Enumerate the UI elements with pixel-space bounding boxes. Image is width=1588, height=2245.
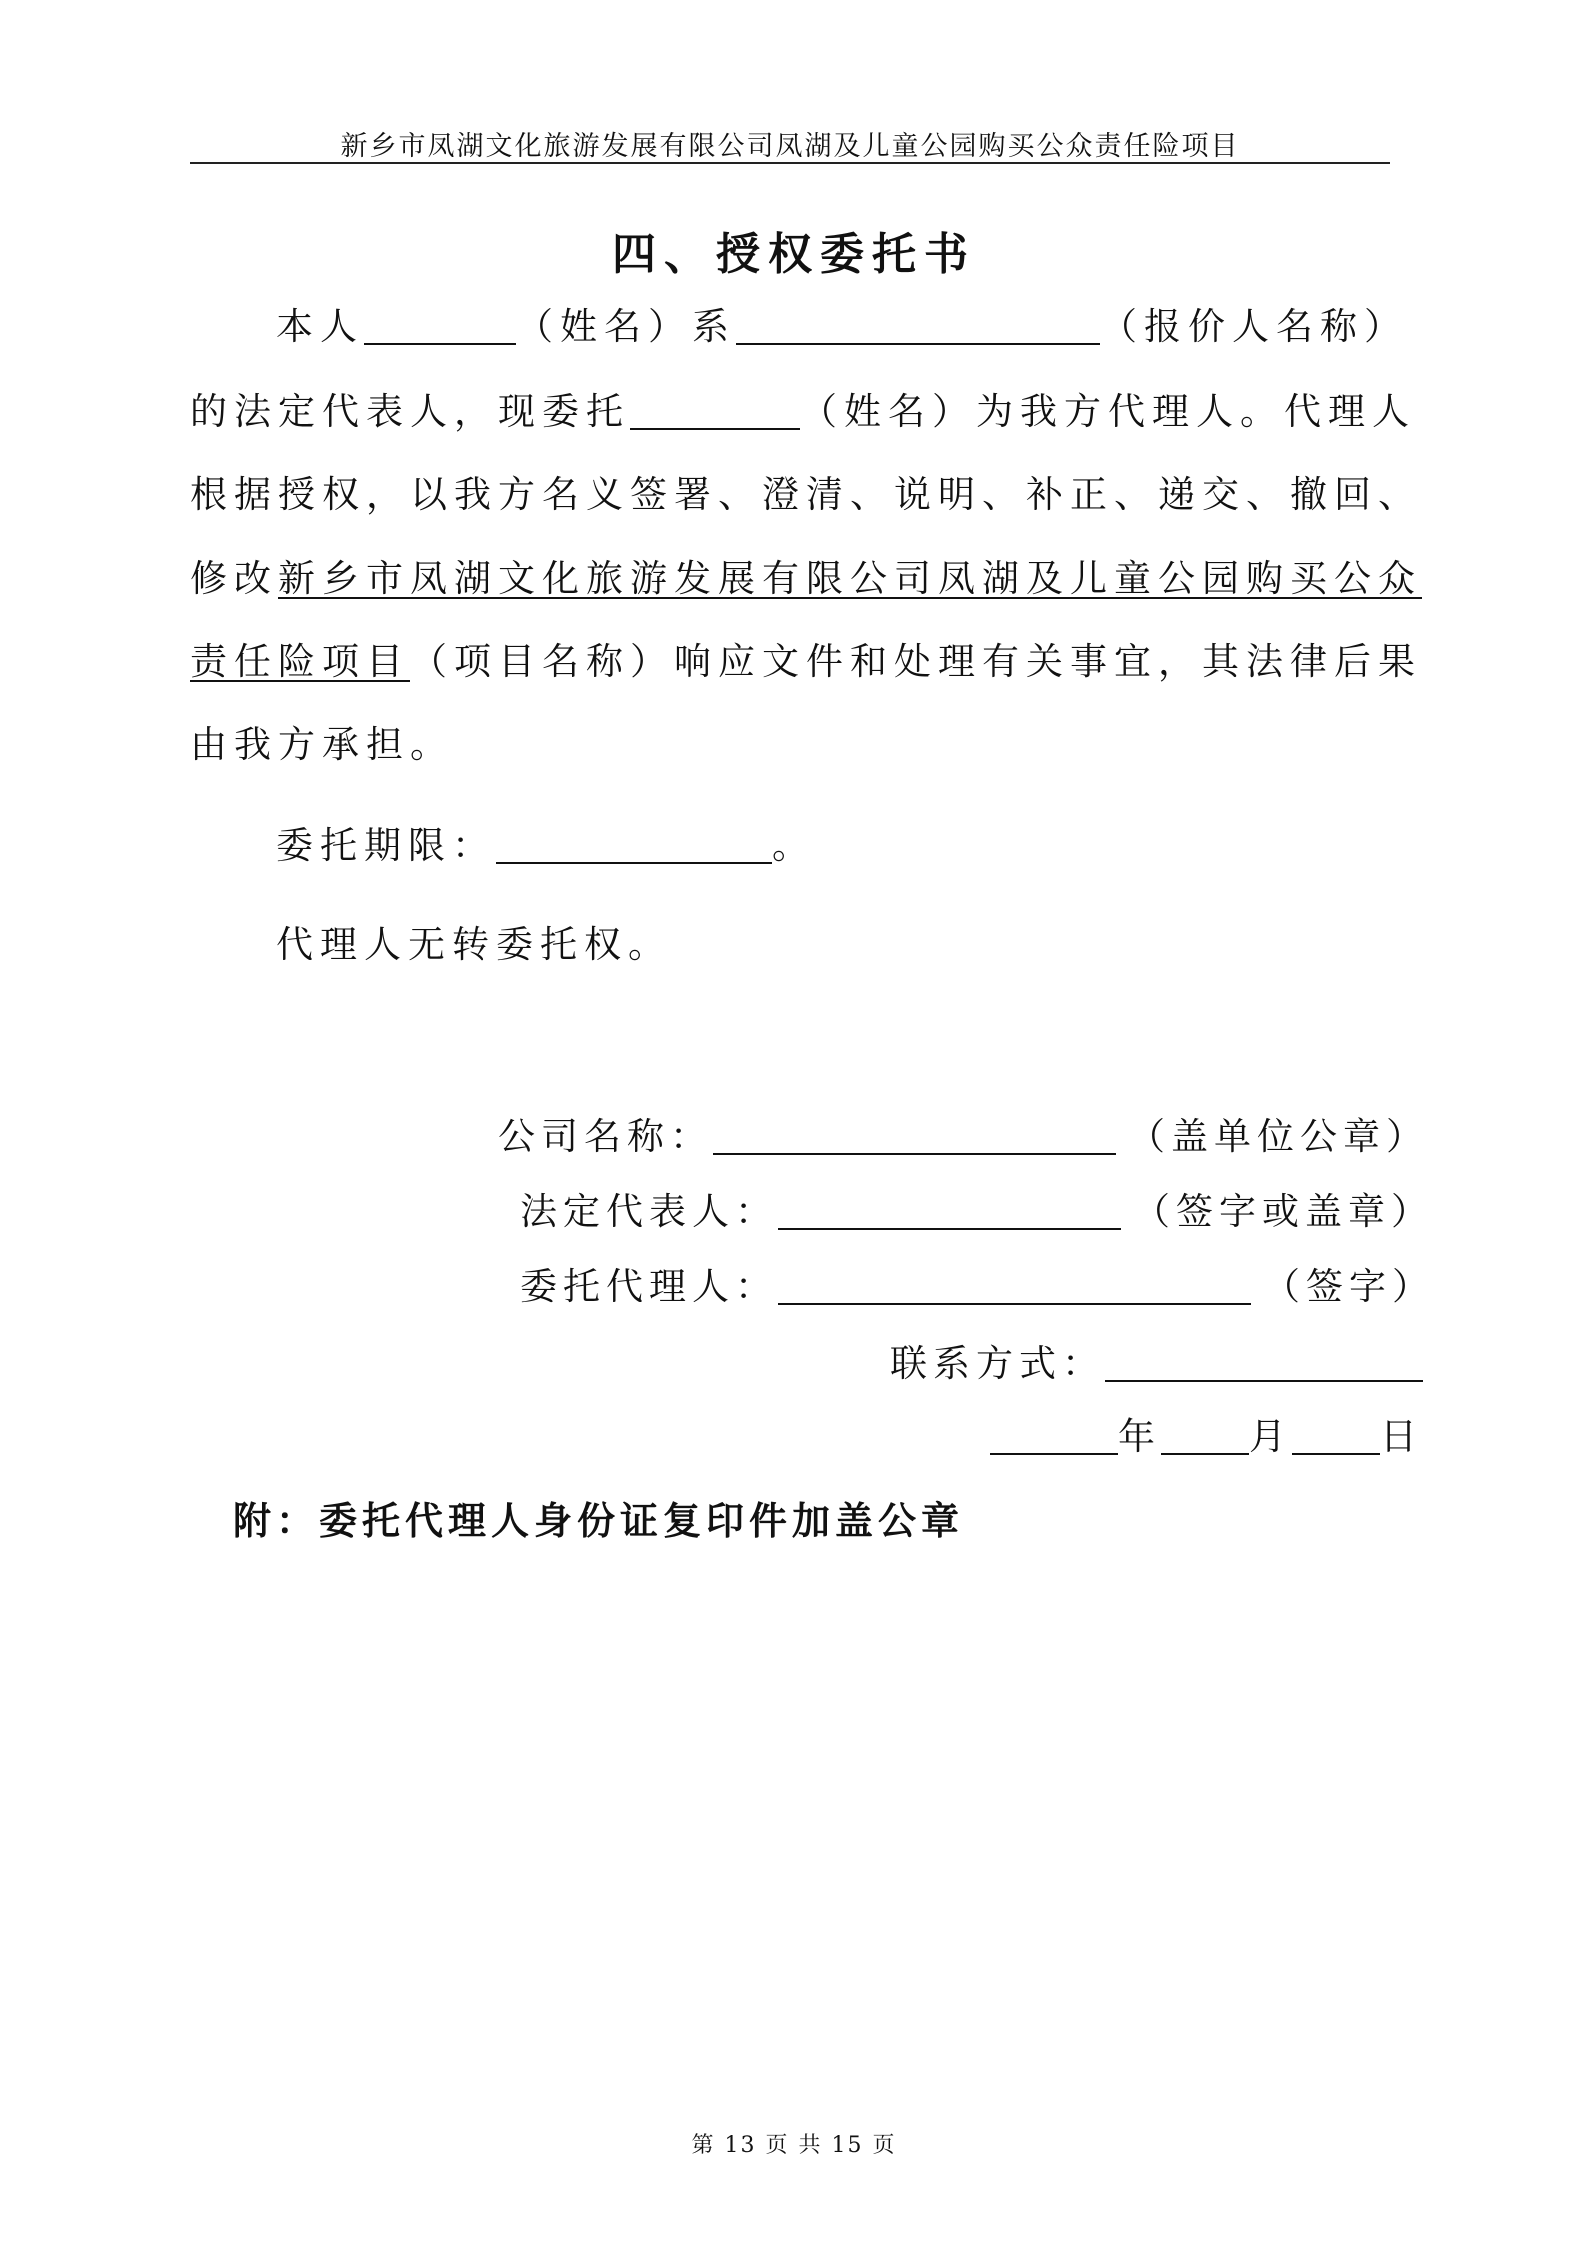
contact-line — [890, 1333, 1423, 1387]
company-blank[interactable] — [713, 1115, 1116, 1155]
term-label: 委托期限： — [276, 824, 496, 867]
body-line-1 — [276, 296, 1408, 350]
no-subdelegation-line: 代理人无转委托权。 — [276, 923, 672, 966]
text-ben-ren: 本人 — [276, 305, 364, 348]
month-label: 月 — [1249, 1415, 1292, 1458]
page-number: 第 13 页 共 15 页 — [691, 2133, 897, 2158]
text-modify: 修改 — [190, 557, 278, 600]
company-label: 公司名称： — [498, 1115, 713, 1158]
term-line — [276, 815, 816, 869]
body-line-4 — [190, 548, 1422, 602]
year-label: 年 — [1118, 1415, 1161, 1458]
page-title: 四、授权委托书 — [612, 229, 976, 280]
year-blank[interactable] — [990, 1415, 1118, 1455]
body-line-6: 由我方承担。 — [190, 723, 454, 766]
day-label: 日 — [1380, 1415, 1423, 1458]
attachment-note: 附：委托代理人身份证复印件加盖公章 — [233, 1498, 965, 1543]
company-line — [498, 1106, 1429, 1160]
legal-rep-line — [520, 1181, 1434, 1235]
text-agent-role: （姓名）为我方代理人。代理人 — [800, 390, 1416, 433]
agent-name-blank[interactable] — [630, 390, 800, 430]
name-blank[interactable] — [364, 305, 516, 345]
text-project-consequence: （项目名称）响应文件和处理有关事宜，其法律后果 — [410, 640, 1422, 683]
date-line — [990, 1406, 1423, 1460]
bidder-name-blank[interactable] — [736, 305, 1100, 345]
body-line-5 — [190, 631, 1422, 685]
header-divider — [190, 162, 1390, 164]
contact-label: 联系方式： — [890, 1342, 1105, 1385]
project-name-part-2: 责任险项目 — [190, 640, 410, 683]
agent-blank[interactable] — [778, 1265, 1251, 1305]
text-bidder-name: （报价人名称） — [1100, 305, 1408, 348]
day-blank[interactable] — [1292, 1415, 1380, 1455]
text-legal-rep-entrust: 的法定代表人，现委托 — [190, 390, 630, 433]
month-blank[interactable] — [1161, 1415, 1249, 1455]
body-line-3: 根据授权，以我方名义签署、澄清、说明、补正、递交、撤回、 — [190, 473, 1422, 516]
agent-label: 委托代理人： — [520, 1265, 778, 1308]
agent-line — [520, 1256, 1435, 1310]
term-blank[interactable] — [496, 824, 772, 864]
running-header: 新乡市凤湖文化旅游发展有限公司凤湖及儿童公园购买公众责任险项目 — [340, 131, 1240, 162]
contact-blank[interactable] — [1105, 1342, 1423, 1382]
body-line-2 — [190, 381, 1416, 435]
legal-rep-suffix: （签字或盖章） — [1133, 1190, 1434, 1233]
project-name-part-1: 新乡市凤湖文化旅游发展有限公司凤湖及儿童公园购买公众 — [278, 557, 1422, 600]
legal-rep-blank[interactable] — [778, 1190, 1121, 1230]
term-period: 。 — [772, 824, 816, 867]
agent-suffix: （签字） — [1263, 1265, 1435, 1308]
text-name-xi: （姓名）系 — [516, 305, 736, 348]
company-suffix: （盖单位公章） — [1128, 1115, 1429, 1158]
legal-rep-label: 法定代表人： — [520, 1190, 778, 1233]
